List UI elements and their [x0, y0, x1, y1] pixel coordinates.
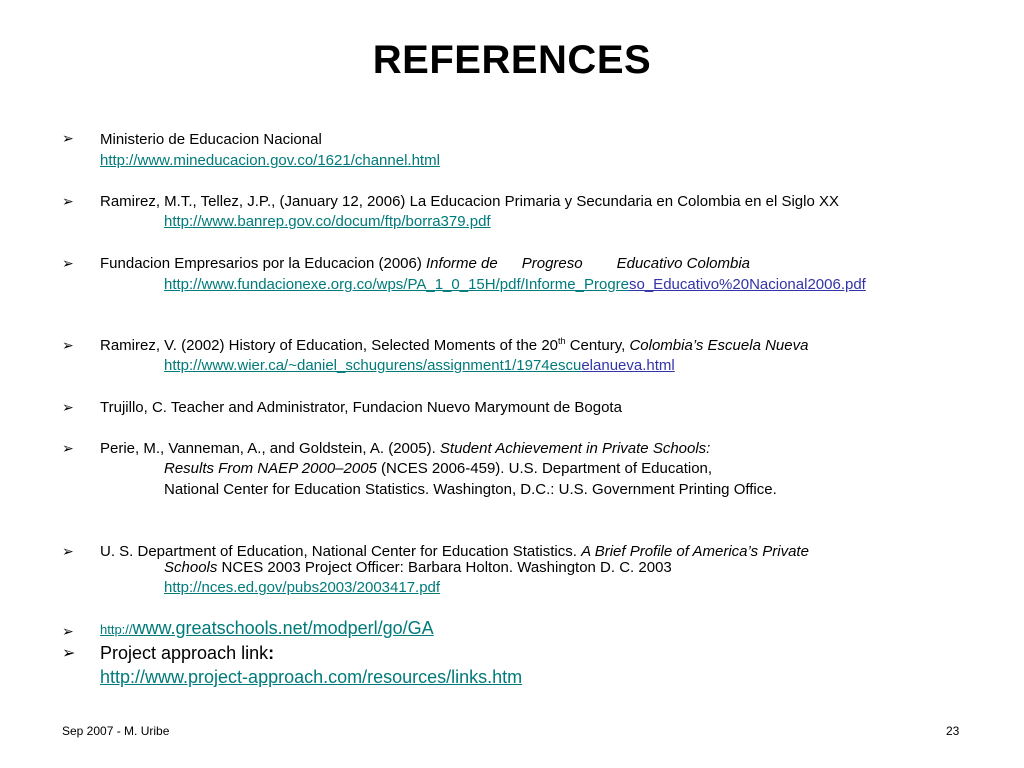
- bullet-icon: ➢: [62, 337, 74, 353]
- reference-1-link[interactable]: http://www.mineducacion.gov.co/1621/channel.html: [100, 152, 440, 169]
- reference-2-text: Ramirez, M.T., Tellez, J.P., (January 12, 2006) La Educacion Primaria y Secundaria en Colombia en el Siglo XX: [100, 193, 839, 210]
- reference-6-report: (NCES 2006-459). U.S. Department of Education,: [376, 460, 713, 477]
- reference-4-sup: th: [558, 336, 566, 346]
- reference-4-link[interactable]: [164, 357, 675, 375]
- reference-8-link-main[interactable]: www.greatschools.net/modperl/go/GA: [132, 618, 434, 638]
- reference-3-title-part2: Progreso: [521, 255, 583, 272]
- page-title: REFERENCES: [372, 38, 652, 82]
- page-number: 23: [946, 724, 960, 738]
- reference-9-link[interactable]: http://www.project-approach.com/resources/links.htm: [100, 667, 523, 687]
- reference-9-label: Project approach link: [100, 643, 269, 663]
- reference-3-link-part1[interactable]: http://www.fundacionexe.org.co/wps/PA_1_0_15H/pdf/Informe_Progre: [164, 276, 629, 293]
- reference-1-text: Ministerio de Educacion Nacional: [100, 131, 322, 148]
- bullet-icon: ➢: [62, 193, 74, 209]
- reference-4-title: Colombia’s Escuela Nueva: [629, 337, 809, 354]
- reference-7-authors: U. S. Department of Education, National Center for Education Statistics.: [100, 543, 582, 560]
- reference-9-text: [100, 642, 274, 664]
- bullet-icon: ➢: [62, 130, 74, 146]
- reference-4-text: [100, 337, 808, 355]
- reference-3-authors: Fundacion Empresarios por la Educacion (2006): [100, 255, 427, 272]
- reference-4-link-part1[interactable]: http://www.wier.ca/~daniel_schugurens/assignment1/1974escu: [164, 357, 582, 374]
- reference-6-line2: [164, 460, 712, 478]
- bullet-icon: ➢: [62, 255, 74, 271]
- bullet-icon: ➢: [62, 645, 76, 662]
- reference-6-text: [100, 440, 710, 458]
- reference-6-line3: National Center for Education Statistics. Washington, D.C.: U.S. Government Printing Office.: [164, 481, 777, 498]
- reference-4-link-part2[interactable]: elanueva.html: [581, 357, 675, 374]
- bullet-icon: ➢: [62, 623, 74, 639]
- reference-4-century: Century,: [565, 337, 630, 354]
- reference-3-text: [100, 255, 750, 273]
- footer-date-author: Sep 2007 - M. Uribe: [62, 724, 170, 738]
- reference-7-details: NCES 2003 Project Officer: Barbara Holton. Washington D. C. 2003: [217, 559, 672, 576]
- reference-4-main: Ramirez, V. (2002) History of Education, Selected Moments of the 20: [100, 337, 559, 354]
- reference-7-line2: [164, 559, 672, 577]
- reference-2-link[interactable]: http://www.banrep.gov.co/docum/ftp/borra379.pdf: [164, 213, 491, 230]
- reference-3-title-part3: Educativo Colombia: [616, 255, 751, 272]
- reference-9-colon: :: [268, 643, 275, 663]
- reference-5-text: Trujillo, C. Teacher and Administrator, Fundacion Nuevo Marymount de Bogota: [100, 399, 622, 416]
- reference-8-link-prefix[interactable]: http://: [100, 622, 133, 637]
- reference-6-authors: Perie, M., Vanneman, A., and Goldstein, A. (2005).: [100, 440, 440, 457]
- reference-6-title-part1: Student Achievement in Private Schools:: [439, 440, 711, 457]
- reference-3-title-part1: Informe de: [426, 255, 498, 272]
- reference-3-link-part2[interactable]: so_Educativo%20Nacional2006.pdf: [629, 276, 866, 293]
- reference-7-title-part1: A Brief Profile of America’s Private: [581, 543, 809, 560]
- reference-3-link[interactable]: [164, 276, 866, 294]
- bullet-icon: ➢: [62, 399, 74, 415]
- bullet-icon: ➢: [62, 543, 74, 559]
- reference-7-link[interactable]: http://nces.ed.gov/pubs2003/2003417.pdf: [164, 579, 441, 596]
- reference-7-title-part2: Schools: [164, 559, 218, 576]
- reference-8-link[interactable]: [100, 619, 434, 639]
- reference-6-title-part2: Results From NAEP 2000–2005: [164, 460, 377, 477]
- bullet-icon: ➢: [62, 440, 74, 456]
